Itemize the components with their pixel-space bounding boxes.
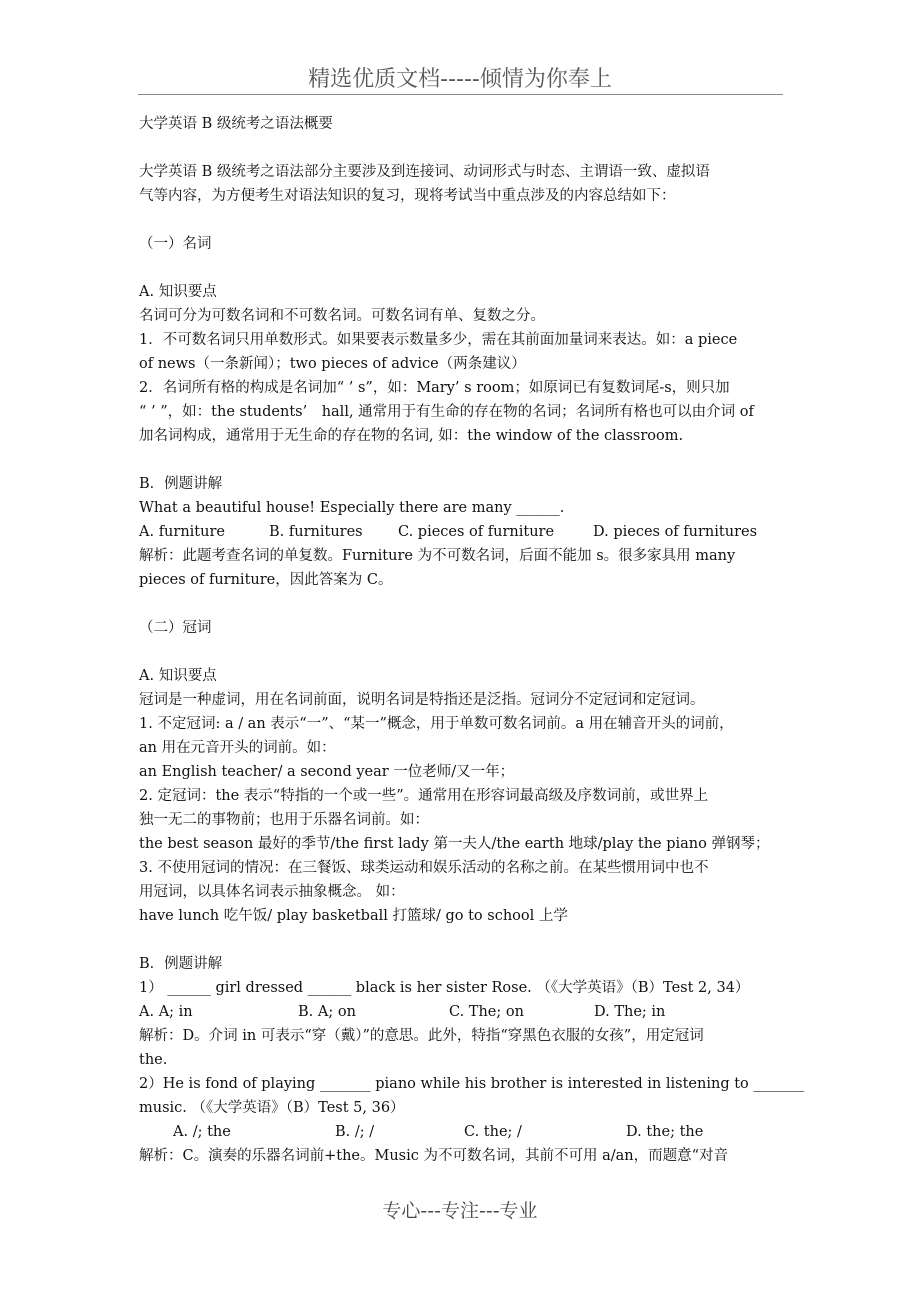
text-line: an English teacher/ a second year 一位老师/又一年；	[139, 764, 515, 780]
subheading-examples: B．例题讲解	[139, 956, 223, 972]
text-line: “ ’ ”，如：the students’ hall, 通常用于有生命的存在物的名词；名词所有格也可以由介词 of	[139, 404, 754, 420]
text-line: 名词可分为可数名词和不可数名词。可数名词有单、复数之分。	[139, 308, 545, 324]
intro-line: 大学英语 B 级统考之语法部分主要涉及到连接词、动词形式与时态、主谓语一致、虚拟语	[139, 164, 710, 180]
question-line: What a beautiful house! Especially there are many ______.	[139, 500, 565, 516]
option-d: D. The; in	[594, 1004, 666, 1020]
header-divider	[138, 94, 783, 95]
option-b: B. /; /	[335, 1124, 375, 1140]
subheading-key-points: A. 知识要点	[139, 668, 217, 684]
text-line: 3. 不使用冠词的情况：在三餐饭、球类运动和娱乐活动的名称之前。在某些惯用词中也不	[139, 860, 709, 876]
text-line: 冠词是一种虚词，用在名词前面，说明名词是特指还是泛指。冠词分不定冠词和定冠词。	[139, 692, 705, 708]
analysis-line: the.	[139, 1052, 168, 1068]
answer-options	[139, 520, 789, 544]
option-c: C. the; /	[464, 1124, 522, 1140]
analysis-line: 解析：D。介词 in 可表示“穿（戴）”的意思。此外，特指“穿黑色衣服的女孩”，用定冠词	[139, 1028, 704, 1044]
page-header: 精选优质文档-----倾情为你奉上	[308, 67, 612, 92]
option-c: C. The; on	[449, 1004, 524, 1020]
text-line: of news（一条新闻）；two pieces of advice（两条建议）	[139, 356, 526, 372]
intro-line: 气等内容，为方便考生对语法知识的复习，现将考试当中重点涉及的内容总结如下：	[139, 188, 676, 204]
section-heading-nouns: （一）名词	[139, 236, 212, 252]
section-heading-articles: （二）冠词	[139, 620, 212, 636]
text-line: an 用在元音开头的词前。如：	[139, 740, 336, 756]
text-line: 1．不可数名词只用单数形式。如果要表示数量多少，需在其前面加量词来表达。如：a piece	[139, 332, 738, 348]
text-line: 独一无二的事物前；也用于乐器名词前。如：	[139, 812, 429, 828]
page-footer: 专心---专注---专业	[382, 1200, 538, 1222]
question-line: 1） ______ girl dressed ______ black is her sister Rose. （《大学英语》（B）Test 2, 34）	[139, 980, 750, 996]
analysis-line: 解析：C。演奏的乐器名词前+the。Music 为不可数名词，其前不可用 a/an，而题意“对音	[139, 1148, 729, 1164]
text-line: 2. 定冠词：the 表示“特指的一个或一些”。通常用在形容词最高级及序数词前，或世界上	[139, 788, 709, 804]
text-line: have lunch 吃午饭/ play basketball 打篮球/ go to school 上学	[139, 908, 568, 924]
option-a: A. /; the	[173, 1124, 231, 1140]
option-b: B. furnitures	[269, 524, 363, 540]
subheading-key-points: A. 知识要点	[139, 284, 217, 300]
text-line: 1. 不定冠词: a / an 表示“一”、“某一”概念，用于单数可数名词前。a 用在辅音开头的词前，	[139, 716, 734, 732]
text-line: 2．名词所有格的构成是名词加“ ’ s”，如：Mary’ s room；如原词已有复数词尾-s，则只加	[139, 380, 730, 396]
document-title: 大学英语 B 级统考之语法概要	[139, 116, 333, 132]
text-line: 用冠词，以具体名词表示抽象概念。 如：	[139, 884, 405, 900]
analysis-line: 解析：此题考查名词的单复数。Furniture 为不可数名词，后面不能加 s。很多家具用 many	[139, 548, 736, 564]
option-a: A. A; in	[139, 1004, 193, 1020]
option-d: D. pieces of furnitures	[593, 524, 758, 540]
document-body	[139, 112, 805, 1168]
analysis-line: pieces of furniture，因此答案为 C。	[139, 572, 393, 588]
text-line: the best season 最好的季节/the first lady 第一夫人/the earth 地球/play the piano 弹钢琴；	[139, 836, 770, 852]
text-line: 加名词构成，通常用于无生命的存在物的名词, 如：the window of the classroom.	[139, 428, 684, 444]
question-line: music. （《大学英语》（B）Test 5, 36）	[139, 1100, 405, 1116]
option-a: A. furniture	[139, 524, 225, 540]
question-line: 2）He is fond of playing _______ piano while his brother is interested in listening to _______	[139, 1076, 805, 1092]
answer-options	[139, 1120, 789, 1144]
option-c: C. pieces of furniture	[398, 524, 555, 540]
answer-options	[139, 1000, 789, 1024]
option-d: D. the; the	[626, 1124, 704, 1140]
option-b: B. A; on	[298, 1004, 356, 1020]
subheading-examples: B．例题讲解	[139, 476, 223, 492]
